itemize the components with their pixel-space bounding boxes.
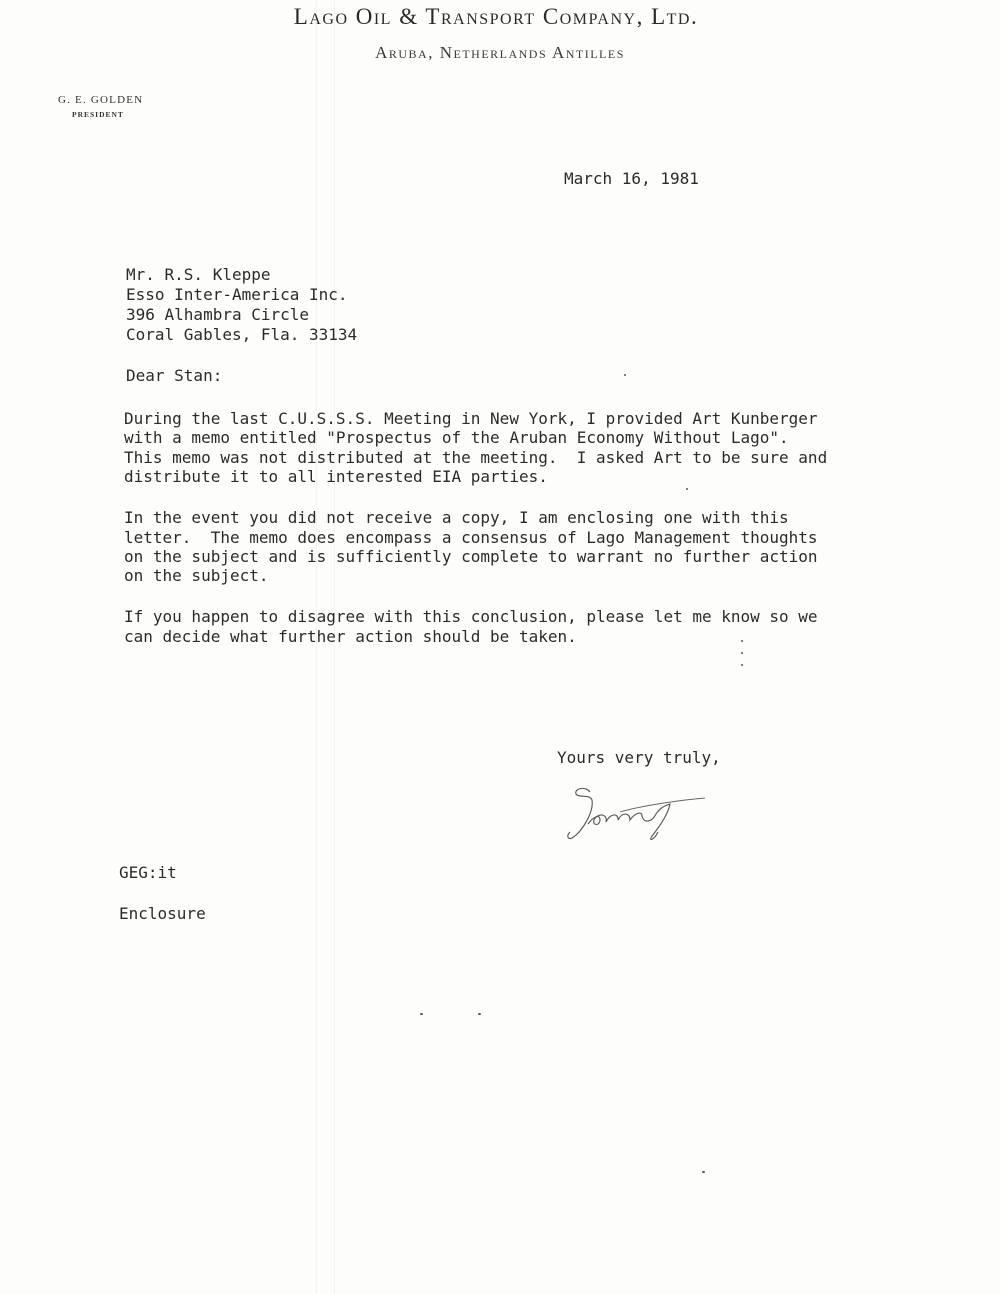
paragraph-1-line: This memo was not distributed at the meeting. I asked Art to be sure and bbox=[124, 448, 828, 467]
paragraph-3-line: If you happen to disagree with this conclusion, please let me know so we bbox=[124, 607, 818, 626]
enclosure-note: Enclosure bbox=[119, 904, 206, 923]
scan-line bbox=[316, 0, 317, 1294]
paragraph-1-line: distribute it to all interested EIA parties. bbox=[124, 467, 548, 486]
paragraph-1-line: During the last C.U.S.S.S. Meeting in New York, I provided Art Kunberger bbox=[124, 409, 818, 428]
initials: GEG:it bbox=[119, 863, 177, 882]
recipient-name: Mr. R.S. Kleppe bbox=[126, 265, 271, 284]
recipient-city: Coral Gables, Fla. 33134 bbox=[126, 325, 358, 344]
speck bbox=[624, 374, 626, 376]
closing: Yours very truly, bbox=[557, 748, 721, 767]
paragraph-1-line: with a memo entitled "Prospectus of the Aruban Economy Without Lago". bbox=[124, 428, 789, 447]
scan-line bbox=[334, 0, 335, 1294]
officer-name: G. E. GOLDEN bbox=[58, 94, 144, 106]
speck bbox=[686, 488, 688, 490]
speck bbox=[420, 1013, 423, 1015]
paragraph-2-line: letter. The memo does encompass a consensus of Lago Management thoughts bbox=[124, 528, 818, 547]
paragraph-2-line: on the subject and is sufficiently complete to warrant no further action bbox=[124, 547, 818, 566]
paragraph-2-line: In the event you did not receive a copy, I am enclosing one with this bbox=[124, 508, 789, 527]
recipient-company: Esso Inter-America Inc. bbox=[126, 285, 348, 304]
speck bbox=[741, 652, 743, 654]
speck bbox=[478, 1013, 481, 1015]
officer-title: PRESIDENT bbox=[72, 110, 124, 119]
paragraph-2-line: on the subject. bbox=[124, 566, 269, 585]
letter-date: March 16, 1981 bbox=[564, 169, 699, 188]
paragraph-3-line: can decide what further action should be taken. bbox=[124, 627, 577, 646]
salutation: Dear Stan: bbox=[126, 366, 223, 385]
letterhead-location bbox=[0, 43, 1000, 63]
speck bbox=[741, 664, 743, 666]
letterhead-company-text: Lago Oil & Transport Company, Ltd. bbox=[293, 4, 699, 29]
recipient-street: 396 Alhambra Circle bbox=[126, 305, 310, 324]
signature bbox=[560, 780, 720, 850]
speck bbox=[741, 640, 743, 642]
speck bbox=[702, 1171, 705, 1173]
letterhead-location-text: Aruba, Netherlands Antilles bbox=[375, 43, 625, 62]
letterhead-company bbox=[0, 4, 1000, 30]
